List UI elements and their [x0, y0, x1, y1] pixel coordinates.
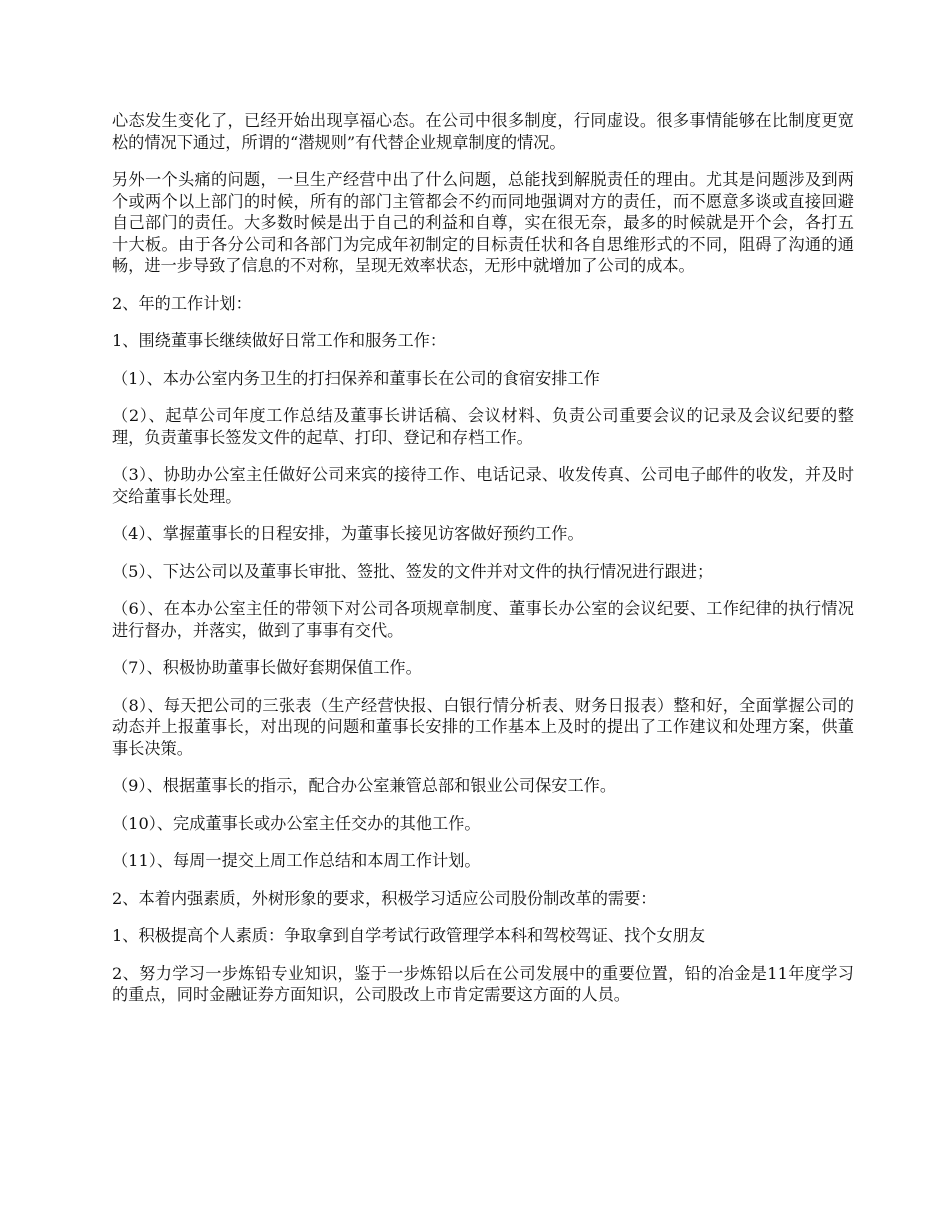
list-item-8: （8）、每天把公司的三张表（生产经营快报、白银行情分析表、财务日报表）整和好，全面掌握公司的动态并上报董事长，对出现的问题和董事长安排的工作基本上及时的提出了工作建议和处理方案，供董事长决策。 — [112, 695, 854, 758]
list-item-11: （11）、每周一提交上周工作总结和本周工作计划。 — [112, 851, 481, 870]
goal-item-2: 2、努力学习一步炼铅专业知识，鉴于一步炼铅以后在公司发展中的重要位置，铅的冶金是11年度学习的重点，同时金融证券方面知识，公司股改上市肯定需要这方面的人员。 — [112, 963, 854, 1004]
paragraph-mindset: 心态发生变化了，已经开始出现享福心态。在公司中很多制度，行同虚设。很多事情能够在比制度更宽松的情况下通过，所谓的“潜规则”有代替企业规章制度的情况。 — [112, 111, 854, 152]
section-heading-self-improvement: 2、本着内强素质，外树形象的要求，积极学习适应公司股份制改革的需要： — [112, 888, 657, 908]
list-item-3: （3）、协助办公室主任做好公司来宾的接待工作、电话记录、收发传真、公司电子邮件的收发，并及时交给董事长处理。 — [112, 465, 854, 506]
subheading-chairman-service: 1、围绕董事长继续做好日常工作和服务工作： — [112, 331, 447, 350]
goal-item-1: 1、积极提高个人素质：争取拿到自学考试行政管理学本科和驾校驾证、找个女朋友 — [112, 926, 706, 945]
section-heading-work-plan: 2、年的工作计划： — [112, 293, 252, 313]
list-item-4: （4）、掌握董事长的日程安排，为董事长接见访客做好预约工作。 — [112, 524, 584, 543]
list-item-9: （9）、根据董事长的指示，配合办公室兼管总部和银业公司保安工作。 — [112, 776, 617, 795]
list-item-5: （5）、下达公司以及董事长审批、签批、签发的文件并对文件的执行情况进行跟进； — [112, 561, 714, 581]
list-item-1: （1）、本办公室内务卫生的打扫保养和董事长在公司的食宿安排工作 — [112, 368, 600, 388]
list-item-10: （10）、完成董事长或办公室主任交办的其他工作。 — [112, 813, 481, 833]
document-body — [112, 110, 854, 1022]
paragraph-responsibility-issue: 另外一个头痛的问题，一旦生产经营中出了什么问题，总能找到解脱责任的理由。尤其是问题涉及到两个或两个以上部门的时候，所有的部门主管都会不约而同地强调对方的责任，而不愿意多谈或直接回避自己部门的责任。大多数时候是出于自己的利益和自尊，实在很无奈，最多的时候就是开个会，各打五十大板。由于各分公司和各部门为完成年初制定的目标责任状和各自思维形式的不同，阻碍了沟通的通畅，进一步导致了信息的不对称，呈现无效率状态，无形中就增加了公司的成本。 — [112, 170, 854, 275]
list-item-2: （2）、起草公司年度工作总结及董事长讲话稿、会议材料、负责公司重要会议的记录及会议纪要的整理，负责董事长签发文件的起草、打印、登记和存档工作。 — [112, 406, 854, 447]
list-item-7: （7）、积极协助董事长做好套期保值工作。 — [112, 658, 422, 677]
list-item-6: （6）、在本办公室主任的带领下对公司各项规章制度、董事长办公室的会议纪要、工作纪律的执行情况进行督办，并落实，做到了事事有交代。 — [112, 599, 854, 640]
